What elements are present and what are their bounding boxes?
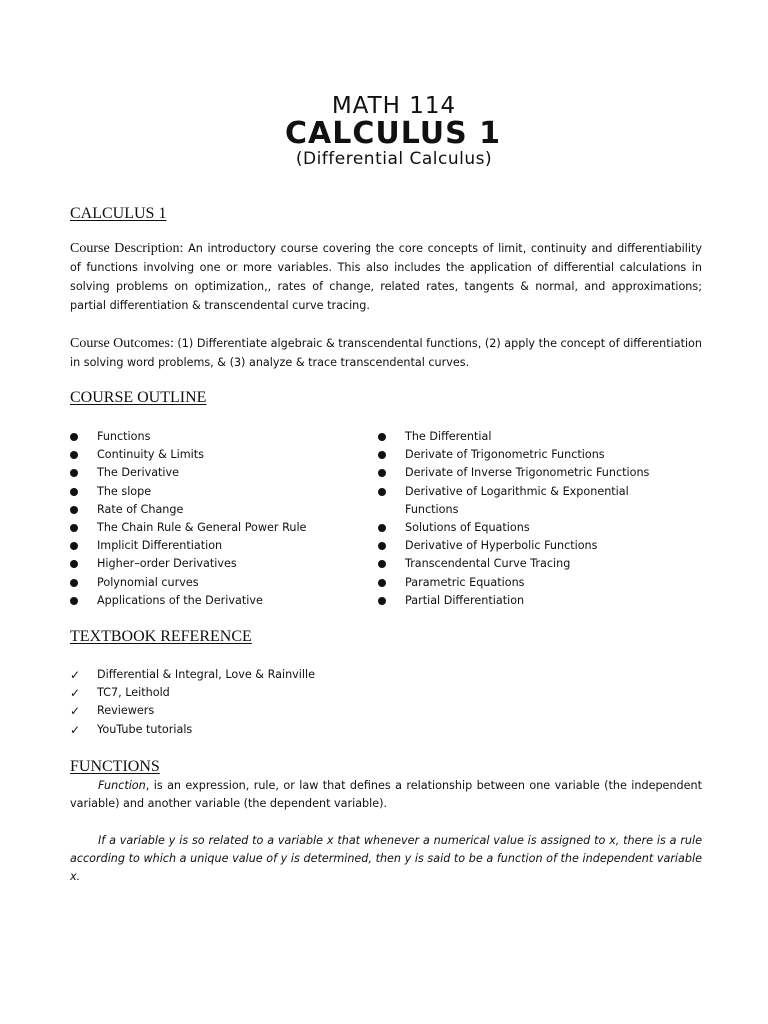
course-subtitle: (Differential Calculus)	[295, 149, 493, 169]
list-item: Implicit Differentiation	[70, 537, 360, 555]
bullet-icon	[70, 488, 78, 496]
list-item: Polynomial curves	[70, 574, 360, 592]
list-item: The Chain Rule & General Power Rule	[70, 519, 360, 537]
outline-right-list	[378, 428, 698, 610]
list-item: Functions	[70, 428, 360, 446]
course-outcomes	[70, 334, 702, 372]
list-item: ✓ TC7, Leithold	[70, 684, 315, 702]
function-definition	[70, 777, 702, 813]
list-item: Derivate of Inverse Trigonometric Functions	[378, 464, 698, 482]
calculus-heading: CALCULUS 1	[70, 205, 167, 222]
list-item: Transcendental Curve Tracing	[378, 555, 698, 573]
bullet-icon	[378, 451, 386, 459]
list-item: Parametric Equations	[378, 574, 698, 592]
bullet-icon	[378, 597, 386, 605]
list-item: The Differential	[378, 428, 698, 446]
bullet-icon	[70, 469, 78, 477]
bullet-icon	[70, 560, 78, 568]
bullet-icon	[378, 488, 386, 496]
bullet-icon	[70, 506, 78, 514]
list-item-continuation: Functions	[405, 502, 459, 516]
bullet-icon	[378, 542, 386, 550]
textbook-reference-list	[70, 666, 315, 739]
bullet-icon	[70, 524, 78, 532]
bullet-icon	[70, 597, 78, 605]
checkmark-icon: ✓	[70, 668, 81, 682]
course-description	[70, 239, 702, 315]
course-code: MATH 114	[331, 93, 457, 119]
checkmark-icon: ✓	[70, 686, 81, 701]
title-block	[0, 93, 768, 169]
functions-heading: FUNCTIONS	[70, 758, 160, 775]
list-item: ✓ Differential & Integral, Love & Rainville	[70, 666, 315, 684]
course-description-text: An introductory course covering the core concepts of limit, continuity and differentiability of functions involving one or more variables. This also includes the application of differential calculations in solving problems on optimization,, rates of change, related rates, tangents & normal, and approximations; partial differentiation & transcendental curve tracing.	[70, 242, 702, 312]
outline-left-list	[70, 428, 360, 610]
list-item: ✓ Reviewers	[70, 702, 315, 720]
list-item: Derivative of Hyperbolic Functions	[378, 537, 698, 555]
bullet-icon	[70, 579, 78, 587]
textbook-reference-heading: TEXTBOOK REFERENCE	[70, 628, 252, 645]
course-outcomes-label: Course Outcomes:	[70, 336, 174, 351]
bullet-icon	[378, 560, 386, 568]
list-item: Continuity & Limits	[70, 446, 360, 464]
list-item: The slope	[70, 483, 360, 501]
course-outcomes-text: (1) Differentiate algebraic & transcendental functions, (2) apply the concept of differentiation in solving word problems, & (3) analyze & trace transcendental curves.	[70, 337, 702, 369]
list-item: Higher–order Derivatives	[70, 555, 360, 573]
list-item: Derivative of Logarithmic & Exponential	[378, 483, 698, 501]
function-term: Function	[98, 779, 146, 792]
list-item: Derivate of Trigonometric Functions	[378, 446, 698, 464]
course-description-label: Course Description:	[70, 241, 184, 256]
list-item: Solutions of Equations	[378, 519, 698, 537]
bullet-icon	[70, 542, 78, 550]
function-formal-definition: If a variable y is so related to a variable x that whenever a numerical value is assigned to x, there is a rule according to which a unique value of y is determined, then y is said to be a function of the independent variable x.	[70, 834, 702, 883]
list-item: ✓ YouTube tutorials	[70, 721, 315, 739]
list-item: Applications of the Derivative	[70, 592, 360, 610]
bullet-icon	[378, 524, 386, 532]
list-item: Rate of Change	[70, 501, 360, 519]
bullet-icon	[70, 433, 78, 441]
checkmark-icon: ✓	[70, 704, 81, 719]
bullet-icon	[70, 451, 78, 459]
function-definition-text: , is an expression, rule, or law that defines a relationship between one variable (the independent variable) and another variable (the dependent variable).	[70, 779, 702, 810]
bullet-icon	[378, 433, 386, 441]
bullet-icon	[378, 579, 386, 587]
course-outline-heading: COURSE OUTLINE	[70, 389, 207, 406]
course-name: CALCULUS 1	[284, 116, 502, 151]
bullet-icon	[378, 469, 386, 477]
list-item: Partial Differentiation	[378, 592, 698, 610]
list-item: The Derivative	[70, 464, 360, 482]
checkmark-icon: ✓	[70, 722, 81, 737]
